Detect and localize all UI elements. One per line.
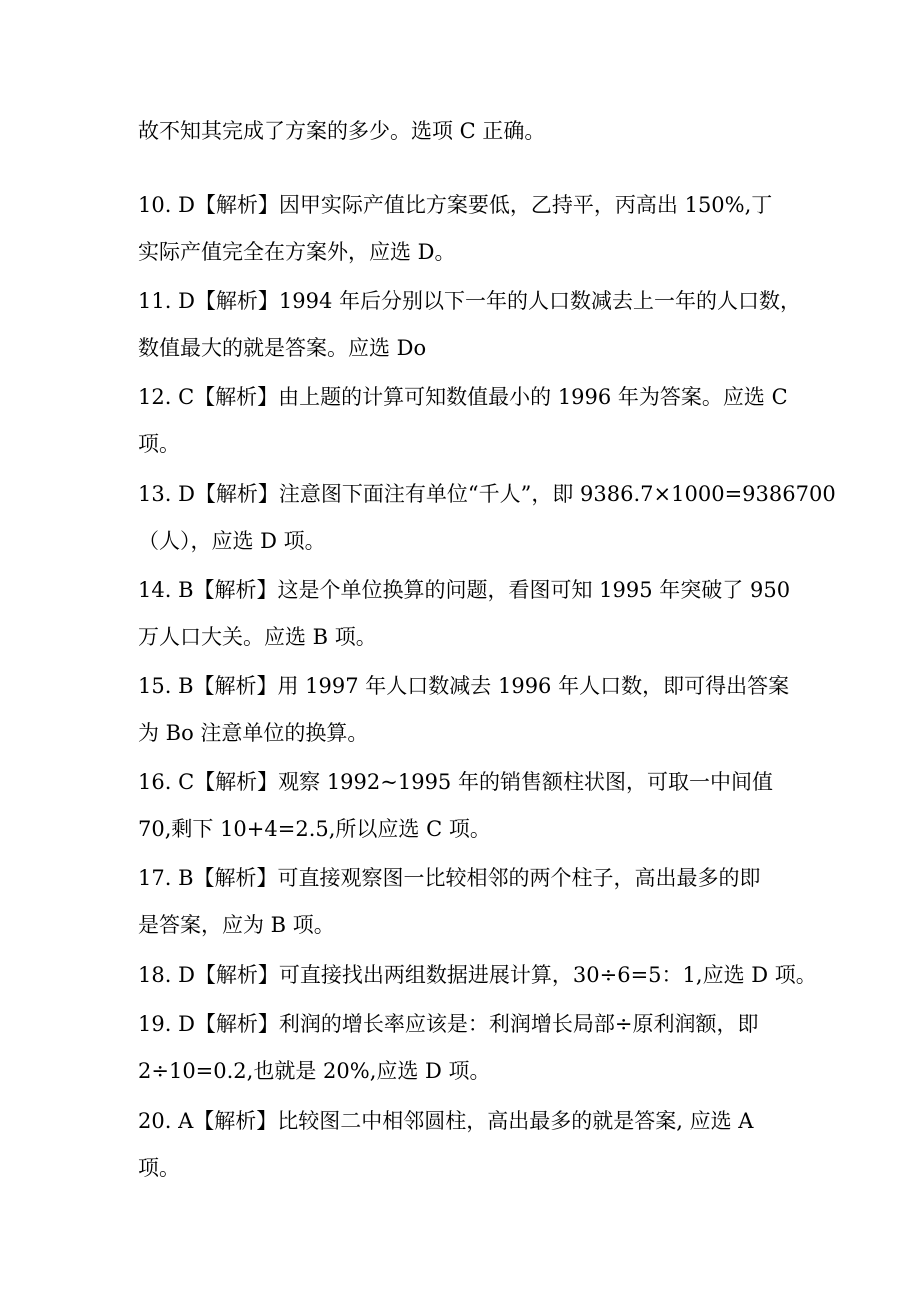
text-line: 数值最大的就是答案。应选 Do: [138, 336, 427, 360]
text-line: 2÷10=0.2,也就是 20%,应选 D 项。: [138, 1059, 491, 1083]
text-line: 项。: [138, 1156, 180, 1180]
text-line: 为 Bo 注意单位的换算。: [138, 721, 369, 745]
text-line: 10. D【解析】因甲实际产值比方案要低，乙持平，丙高出 150%,丁: [138, 193, 773, 217]
text-line: 13. D【解析】注意图下面注有单位“千人”，即 9386.7×1000=9386700: [138, 482, 836, 506]
text-line: 18. D【解析】可直接找出两组数据进展计算，30÷6=5：1,应选 D 项。: [138, 963, 817, 987]
text-line: 15. B【解析】用 1997 年人口数减去 1996 年人口数，即可得出答案: [138, 674, 790, 698]
text-line: 实际产值完全在方案外，应选 D。: [138, 240, 456, 264]
text-line: 故不知其完成了方案的多少。选项 C 正确。: [138, 119, 546, 143]
text-line: 14. B【解析】这是个单位换算的问题，看图可知 1995 年突破了 950: [138, 578, 791, 602]
text-line: 是答案，应为 B 项。: [138, 913, 335, 937]
text-line: 11. D【解析】1994 年后分别以下一年的人口数减去上一年的人口数，: [138, 289, 802, 313]
text-line: 万人口大关。应选 B 项。: [138, 625, 377, 649]
text-line: 项。: [138, 432, 180, 456]
text-line: 20. A【解析】比较图二中相邻圆柱，高出最多的就是答案, 应选 A: [138, 1109, 754, 1133]
text-line: 70,剩下 10+4=2.5,所以应选 C 项。: [138, 817, 491, 841]
text-line: 19. D【解析】利润的增长率应该是：利润增长局部÷原利润额，即: [138, 1012, 759, 1036]
text-line: 12. C【解析】由上题的计算可知数值最小的 1996 年为答案。应选 C: [138, 385, 788, 409]
text-line: （人），应选 D 项。: [138, 529, 326, 553]
text-line: 17. B【解析】可直接观察图一比较相邻的两个柱子，高出最多的即: [138, 866, 761, 890]
text-line: 16. C【解析】观察 1992~1995 年的销售额柱状图，可取一中间值: [138, 770, 773, 794]
